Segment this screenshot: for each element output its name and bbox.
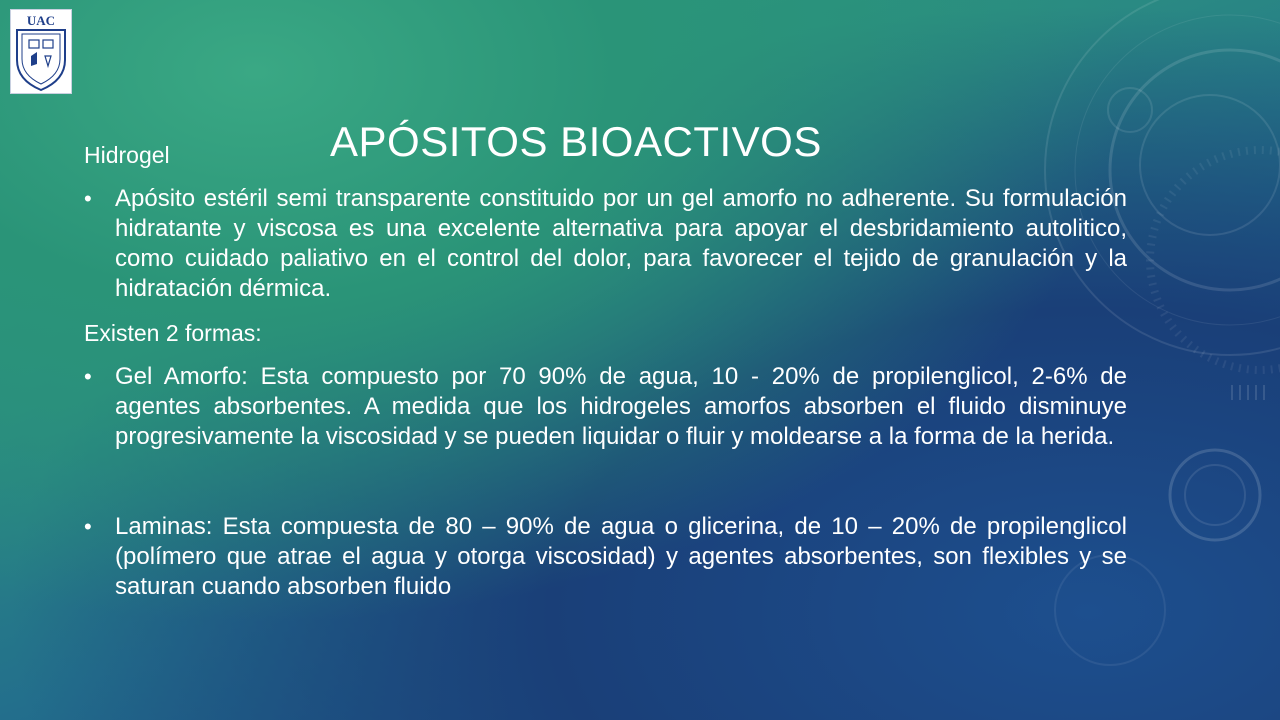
forms-heading: Existen 2 formas:: [84, 320, 262, 346]
bullet-item-description: • Apósito estéril semi transparente constituido por un gel amorfo no adherente. Su formulación hidratante y viscosa es una excelente alternativa para apoyar el desbridamiento autolitico, como cuidado paliativo en el control del dolor, para favorecer el tejido de granulación y la hidratación dérmica.: [84, 184, 1127, 304]
university-logo: [10, 9, 72, 94]
section-heading: Hidrogel: [84, 142, 170, 168]
slide-content: [84, 140, 1127, 616]
spacer: [84, 466, 1127, 512]
bullet-item-laminas: • Laminas: Esta compuesta de 80 – 90% de agua o glicerina, de 10 – 20% de propilenglicol (polímero que atrae el agua y otorga viscosidad) y agentes absorbentes, son flexibles y se saturan cuando absorben fluido: [84, 512, 1127, 602]
logo-crest-icon: [11, 10, 71, 93]
logo-text: UAC: [26, 13, 56, 28]
bullet-item-gel-amorfo: • Gel Amorfo: Esta compuesto por 70 90% de agua, 10 - 20% de propilenglicol, 2-6% de agentes absorbentes. A medida que los hidrogeles amorfos absorben el fluido disminuye progresivamente la viscosidad y se pueden liquidar o fluir y moldearse a la forma de la herida.: [84, 362, 1127, 452]
slide-title: APÓSITOS BIOACTIVOS: [330, 118, 822, 165]
